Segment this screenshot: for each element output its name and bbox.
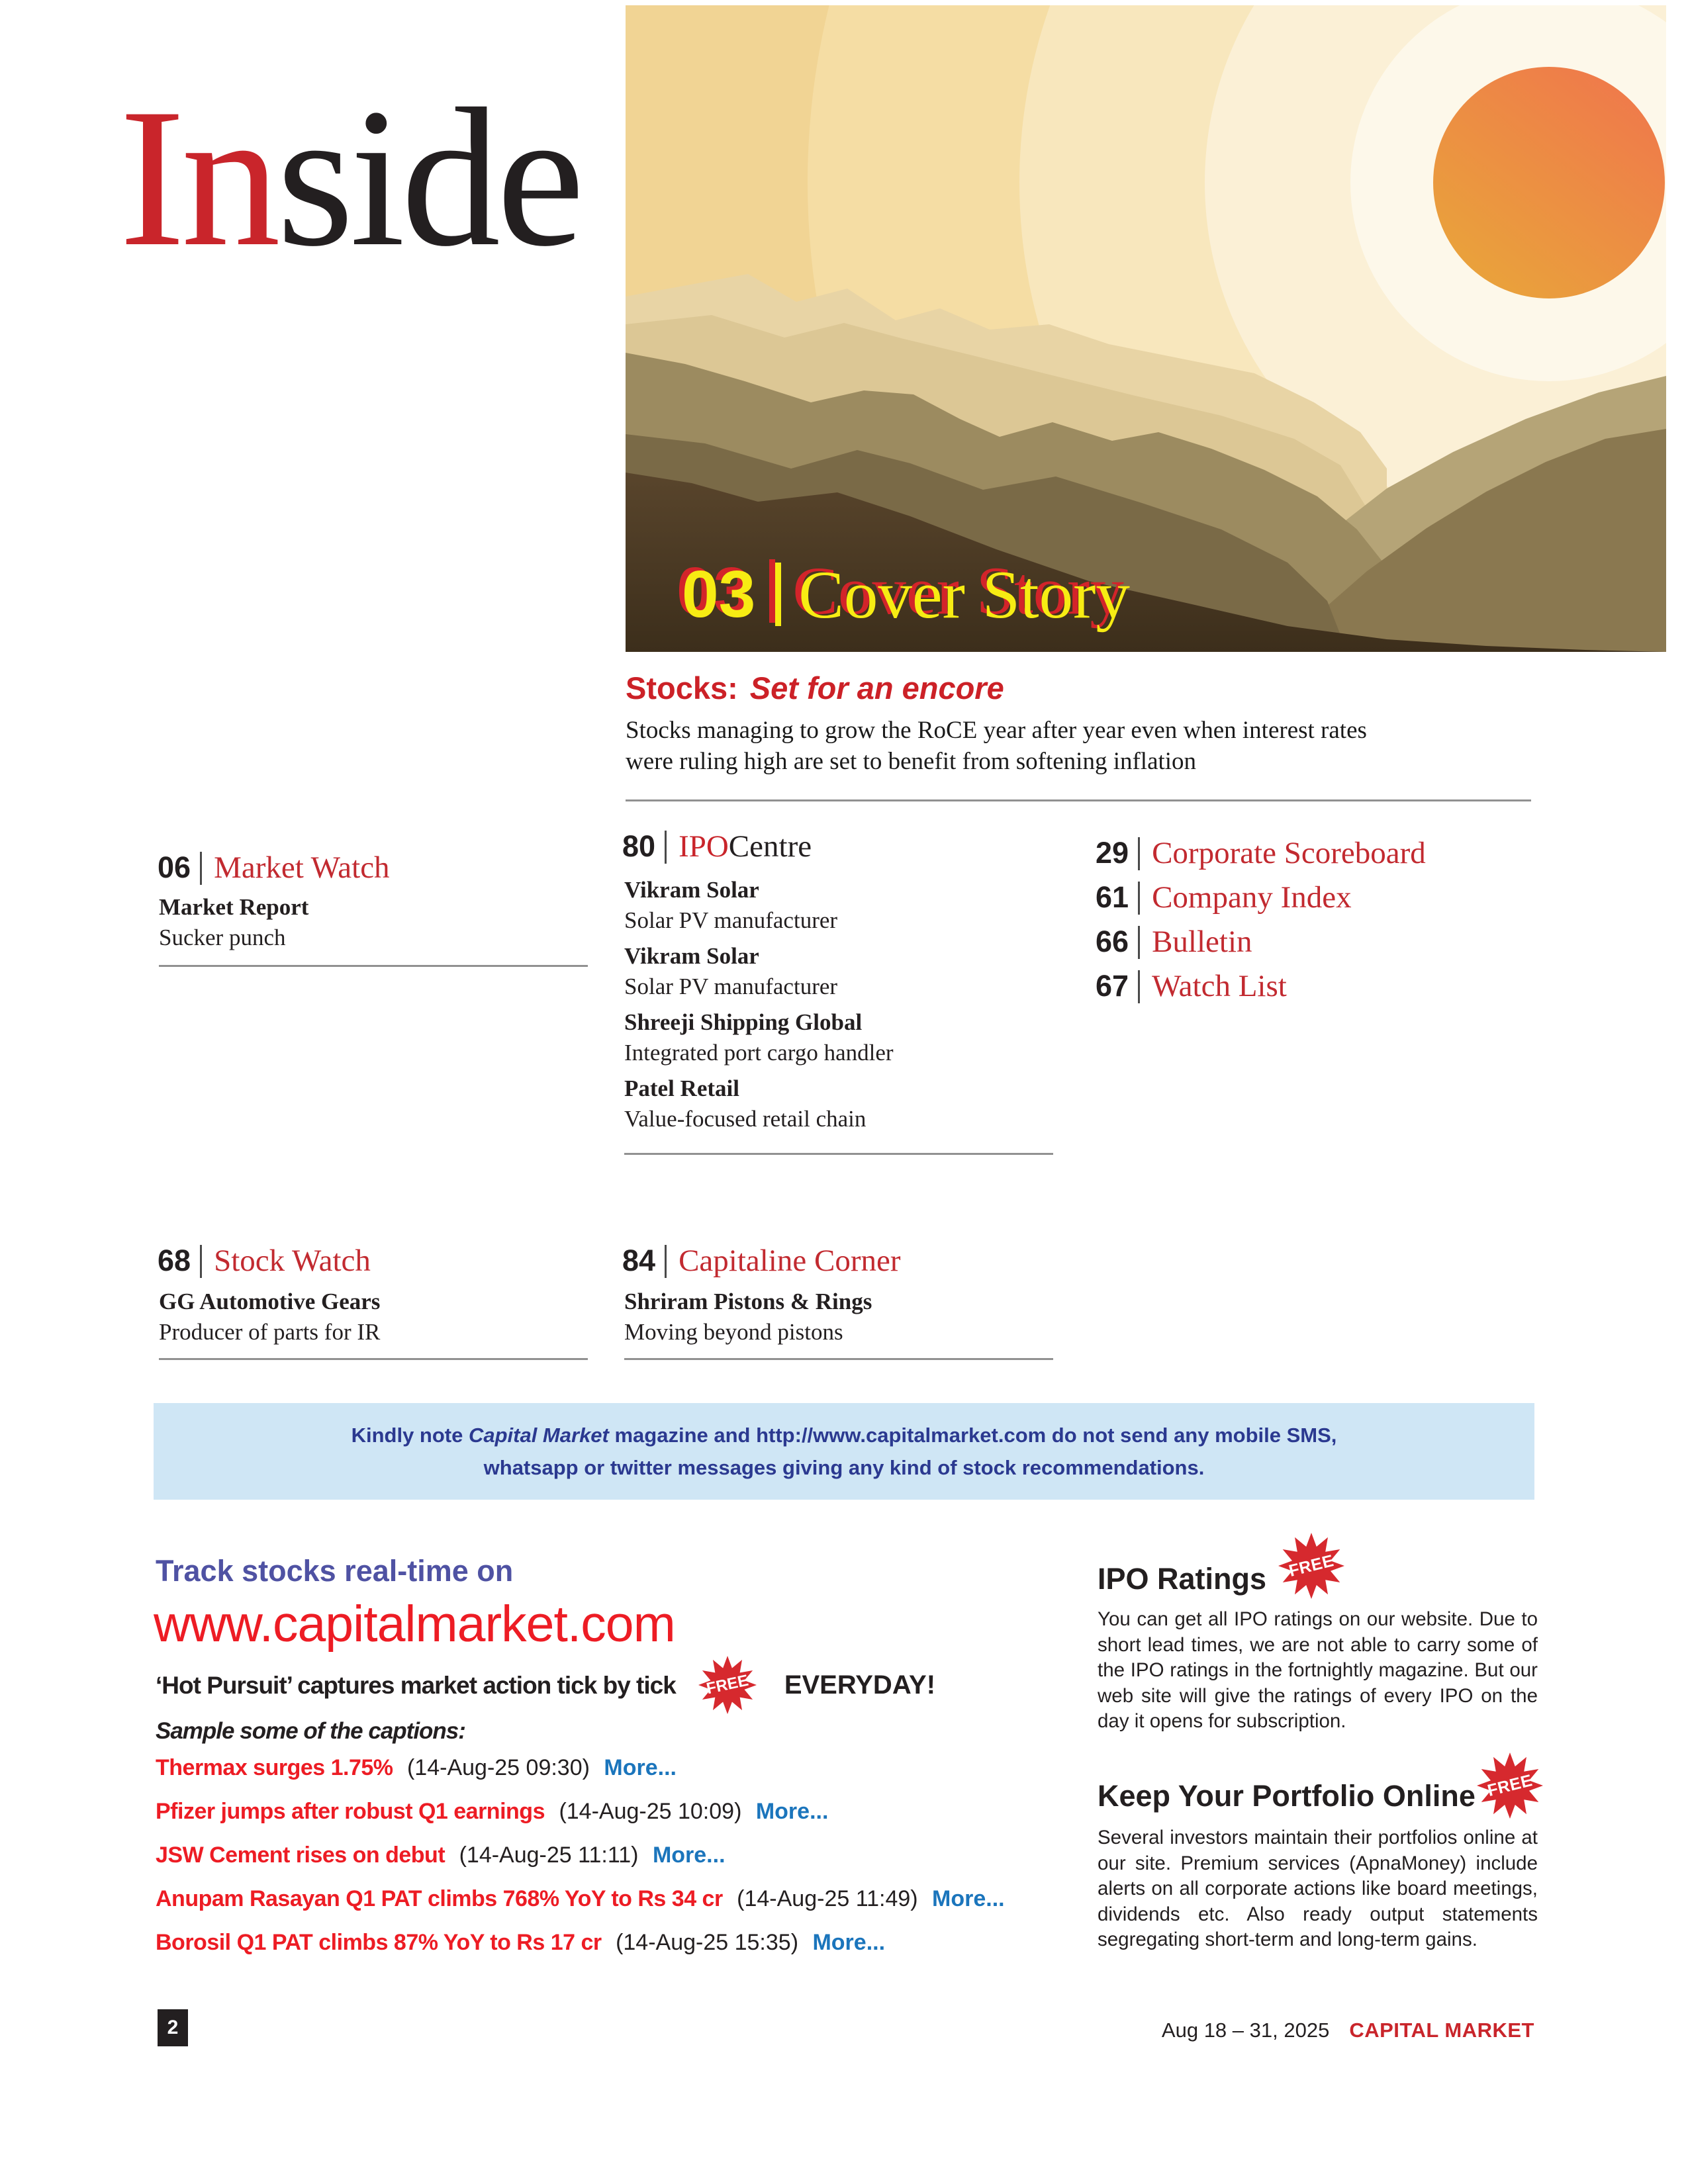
- no-sms-notice: [154, 1403, 1534, 1500]
- sun: [1433, 67, 1665, 298]
- toc-quick-item: [1096, 967, 1287, 1005]
- ipo-centre-title-red: IPO: [679, 829, 729, 864]
- caption-row: [156, 1799, 828, 1825]
- section-rule: [159, 965, 588, 967]
- magazine-inside-title: [119, 68, 581, 287]
- header-divider: [665, 1245, 667, 1278]
- toc-market-watch-header: [158, 848, 390, 887]
- toc-entry-desc: Producer of parts for IR: [159, 1319, 381, 1345]
- caption-row: [156, 1843, 726, 1868]
- cover-headline-topic: Stocks:: [626, 670, 738, 705]
- caption-more-link[interactable]: More...: [812, 1930, 886, 1955]
- toc-entry-desc: Value-focused retail chain: [624, 1106, 867, 1132]
- caption-more-link[interactable]: More...: [932, 1886, 1005, 1911]
- toc-entry-name: Shreeji Shipping Global: [624, 1009, 863, 1035]
- header-divider: [1138, 970, 1140, 1003]
- quick-item-page: 61: [1096, 880, 1129, 914]
- toc-entry-desc: Integrated port cargo handler: [624, 1040, 894, 1066]
- quick-item-page: 66: [1096, 925, 1129, 958]
- toc-entry-name: Vikram Solar: [624, 877, 759, 903]
- portfolio-body: Several investors maintain their portfolios online at our site. Premium services (ApnaMoney) include alerts on all corporate actions like board meetings, dividends etc. Also ready output statements segregating short-term and long-term gains.: [1098, 1827, 1538, 1950]
- issue-date-range: Aug 18 – 31, 2025: [1161, 2019, 1330, 2042]
- ipo-centre-title-black: Centre: [728, 829, 812, 864]
- cover-story-label: [682, 557, 1130, 633]
- quick-item-page: 29: [1096, 836, 1129, 870]
- capitaline-title: Capitaline Corner: [679, 1244, 901, 1278]
- notice-line1-pre: Kindly note: [351, 1424, 469, 1447]
- free-badge: [693, 1656, 762, 1714]
- capitalmarket-website-link[interactable]: www.capitalmarket.com: [154, 1596, 675, 1653]
- cover-story-page-number: 03: [682, 557, 756, 631]
- cover-story-title: Cover Story: [798, 557, 1130, 633]
- header-divider: [1138, 837, 1140, 870]
- inside-title-red: In: [119, 68, 277, 287]
- capitaline-page: 84: [622, 1244, 656, 1277]
- caption-headline: Anupam Rasayan Q1 PAT climbs 768% YoY to Rs 34 cr: [156, 1886, 723, 1911]
- free-badge-label: FREE: [1485, 1770, 1534, 1800]
- toc-ipo-centre-header: [622, 827, 812, 866]
- dek-rule: [626, 799, 1531, 801]
- caption-row: [156, 1886, 1005, 1912]
- section-rule: [624, 1153, 1053, 1155]
- caption-timestamp: (14-Aug-25 09:30): [406, 1755, 590, 1780]
- sunset-mountains-art: [626, 5, 1666, 652]
- toc-entry-desc: Moving beyond pistons: [624, 1319, 843, 1345]
- caption-timestamp: (14-Aug-25 15:35): [616, 1930, 799, 1955]
- caption-timestamp: (14-Aug-25 10:09): [559, 1799, 742, 1824]
- cover-story-divider: [775, 563, 781, 626]
- toc-quick-item: [1096, 834, 1426, 872]
- toc-entry-name: Market Report: [159, 894, 309, 920]
- ipo-ratings-body: You can get all IPO ratings on our website. Due to short lead times, we are not able to carry some of the IPO ratings in the fortnightly magazine. But our web site will give the ratings of every IPO on the day it opens for subscription.: [1098, 1608, 1538, 1732]
- header-divider: [200, 1245, 202, 1278]
- quick-item-title: Company Index: [1152, 880, 1352, 915]
- toc-entry-desc: Solar PV manufacturer: [624, 907, 838, 933]
- toc-quick-item: [1096, 923, 1252, 961]
- caption-row: [156, 1755, 677, 1781]
- quick-item-title: Watch List: [1152, 969, 1287, 1003]
- hot-pursuit-text: ‘Hot Pursuit’ captures market action tick by tick: [156, 1671, 676, 1699]
- caption-timestamp: (14-Aug-25 11:11): [459, 1843, 639, 1868]
- notice-line1-magazine: Capital Market: [468, 1424, 609, 1447]
- cover-headline: [626, 670, 1004, 706]
- page-number-badge: 2: [158, 2009, 188, 2046]
- notice-line2: whatsapp or twitter messages giving any kind of stock recommendations.: [483, 1456, 1205, 1479]
- free-badge: [1474, 1752, 1546, 1819]
- header-divider: [665, 831, 667, 864]
- stock-watch-title: Stock Watch: [214, 1244, 371, 1278]
- section-rule: [159, 1358, 588, 1360]
- caption-row: [156, 1930, 885, 1956]
- caption-headline: JSW Cement rises on debut: [156, 1843, 445, 1868]
- caption-more-link[interactable]: More...: [604, 1755, 677, 1780]
- quick-item-page: 67: [1096, 969, 1129, 1003]
- hot-pursuit-line: [156, 1656, 935, 1714]
- toc-quick-item: [1096, 878, 1352, 917]
- notice-line1: [154, 1419, 1534, 1451]
- toc-entry-name: Patel Retail: [624, 1075, 739, 1101]
- caption-headline: Pfizer jumps after robust Q1 earnings: [156, 1799, 545, 1824]
- quick-item-title: Bulletin: [1152, 925, 1252, 959]
- cover-headline-subtitle: Set for an encore: [749, 670, 1004, 705]
- market-watch-title: Market Watch: [214, 850, 390, 885]
- toc-entry-name: GG Automotive Gears: [159, 1289, 381, 1314]
- portfolio-title: Keep Your Portfolio Online: [1098, 1779, 1476, 1813]
- toc-entry-desc: Solar PV manufacturer: [624, 974, 838, 999]
- caption-headline: Borosil Q1 PAT climbs 87% YoY to Rs 17 cr: [156, 1930, 602, 1955]
- market-watch-page: 06: [158, 850, 191, 884]
- caption-headline: Thermax surges 1.75%: [156, 1755, 393, 1780]
- cover-dek: [626, 715, 1367, 777]
- cover-dek-line2: were ruling high are set to benefit from softening inflation: [626, 748, 1197, 775]
- toc-entry-name: Vikram Solar: [624, 943, 759, 969]
- toc-entry-name: Shriram Pistons & Rings: [624, 1289, 872, 1314]
- caption-timestamp: (14-Aug-25 11:49): [737, 1886, 918, 1911]
- caption-more-link[interactable]: More...: [755, 1799, 829, 1824]
- inside-title-black: side: [276, 68, 581, 287]
- header-divider: [1138, 882, 1140, 915]
- stock-watch-page: 68: [158, 1244, 191, 1277]
- free-badge: [1275, 1533, 1348, 1599]
- notice-line1-post: magazine and http://www.capitalmarket.com do not send any mobile SMS,: [608, 1424, 1337, 1447]
- toc-stock-watch-header: [158, 1242, 371, 1280]
- ipo-centre-page: 80: [622, 829, 656, 863]
- caption-more-link[interactable]: More...: [652, 1843, 726, 1868]
- cover-dek-line1: Stocks managing to grow the RoCE year after year even when interest rates: [626, 717, 1367, 744]
- cover-illustration: [626, 5, 1666, 652]
- quick-item-title: Corporate Scoreboard: [1152, 836, 1426, 870]
- toc-entry-desc: Sucker punch: [159, 925, 286, 950]
- header-divider: [200, 852, 202, 885]
- free-badge-label: FREE: [704, 1671, 750, 1698]
- track-stocks-label: Track stocks real-time on: [156, 1554, 514, 1588]
- toc-capitaline-header: [622, 1242, 901, 1280]
- section-rule: [624, 1358, 1053, 1360]
- ipo-ratings-title: IPO Ratings: [1098, 1562, 1267, 1596]
- free-badge-label: FREE: [1287, 1551, 1336, 1580]
- magazine-brand: CAPITAL MARKET: [1349, 2019, 1534, 2042]
- everyday-label: EVERYDAY!: [784, 1670, 936, 1700]
- header-divider: [1138, 926, 1140, 959]
- sample-captions-label: Sample some of the captions:: [156, 1718, 465, 1744]
- footer-issue-info: [1162, 2019, 1534, 2042]
